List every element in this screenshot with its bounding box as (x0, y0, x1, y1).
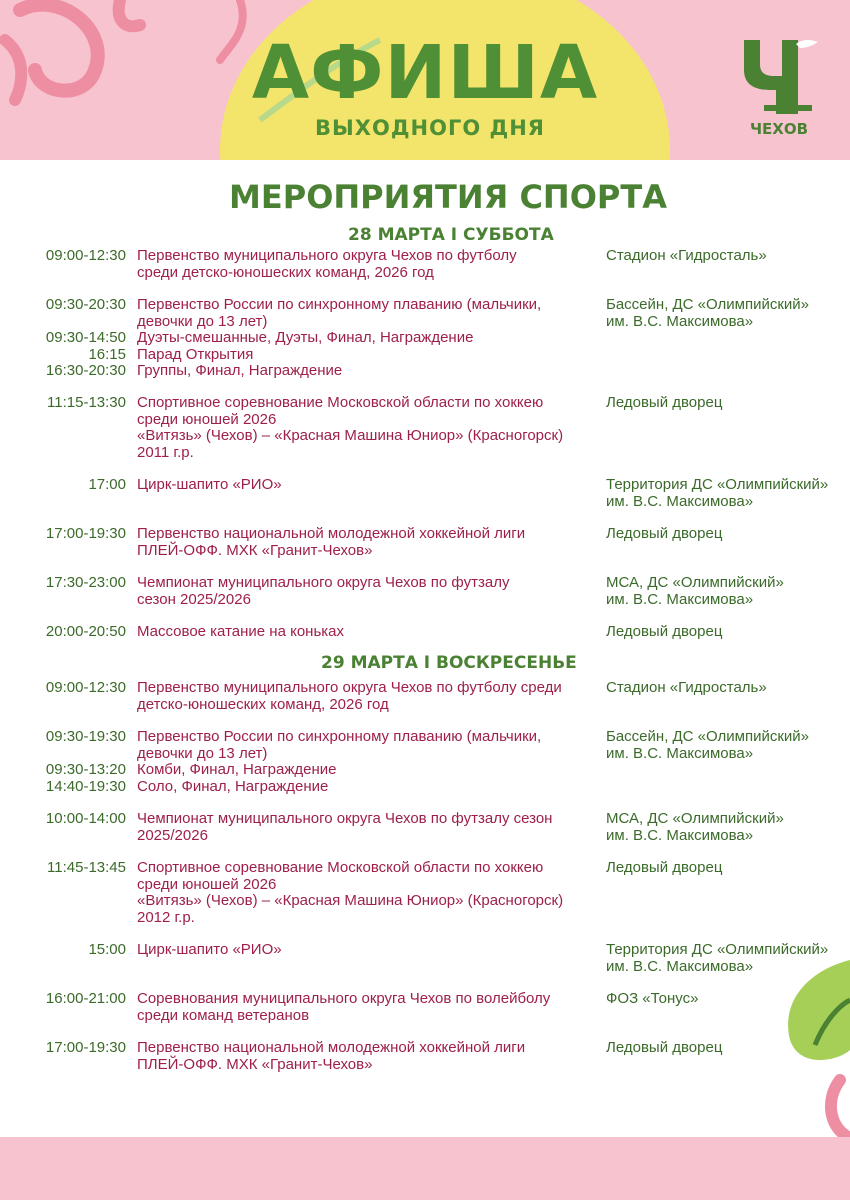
chekhov-logo (736, 36, 822, 140)
event-venue: Ледовый дворец (606, 394, 723, 411)
event-name: Цирк-шапито «РИО» (137, 476, 282, 493)
flower-petal-shape (831, 1080, 845, 1135)
event-time: 17:00-19:30 (45, 1039, 126, 1056)
event-time: 09:00-12:30 (45, 679, 126, 696)
event-name: Чемпионат муниципального округа Чехов по футзалу сезон 2025/2026 (137, 810, 553, 844)
event-venue: Территория ДС «Олимпийский» им. В.С. Максимова» (606, 476, 829, 510)
event-time: 17:00-19:30 (45, 525, 126, 542)
event-name: Спортивное соревнование Московской области по хоккею среди юношей 2026 «Витязь» (Чехов) – «Красная Машина Юниор» (Красногорск) 2012 г.р. (137, 859, 564, 926)
event-time: 10:00-14:00 (45, 810, 126, 827)
event-time: 15:00 (88, 941, 126, 958)
event-name: Первенство муниципального округа Чехов по футболу среди детско-юношеских команд, 2026 год (137, 679, 562, 713)
event-venue: Бассейн, ДС «Олимпийский» им. В.С. Максимова» (606, 296, 810, 330)
green-leaf-shape (788, 960, 850, 1060)
footer-band (0, 1137, 850, 1200)
event-time: 11:15-13:30 (47, 394, 126, 411)
poster-title: АФИША (251, 30, 599, 116)
event-venue: МСА, ДС «Олимпийский» им. В.С. Максимова» (606, 574, 784, 608)
event-name: Массовое катание на коньках (137, 623, 344, 640)
event-time: 09:30-19:30 09:30-13:20 14:40-19:30 (45, 728, 126, 795)
day-title-sunday: 29 МАРТА I ВОСКРЕСЕНЬЕ (321, 653, 577, 673)
day-title-saturday: 28 МАРТА I СУББОТА (348, 225, 554, 245)
event-venue: Стадион «Гидросталь» (606, 679, 767, 696)
event-name: Спортивное соревнование Московской области по хоккею среди юношей 2026 «Витязь» (Чехов) – «Красная Машина Юниор» (Красногорск) 2011 г.р. (137, 394, 564, 461)
event-venue: Ледовый дворец (606, 525, 723, 542)
event-name: Первенство России по синхронному плаванию (мальчики, девочки до 13 лет) Комби, Финал, Награждение Соло, Финал, Награждение (137, 728, 542, 795)
flower-petal-shape (119, 0, 140, 26)
event-venue: Бассейн, ДС «Олимпийский» им. В.С. Максимова» (606, 728, 810, 762)
event-venue: Ледовый дворец (606, 1039, 723, 1056)
event-name: Первенство муниципального округа Чехов по футболу среди детско-юношеских команд, 2026 год (137, 247, 517, 281)
event-time: 20:00-20:50 (45, 623, 126, 640)
event-time: 09:00-12:30 (45, 247, 126, 264)
corner-decoration (770, 950, 850, 1150)
event-venue: ФОЗ «Тонус» (606, 990, 699, 1007)
event-venue: Ледовый дворец (606, 859, 723, 876)
event-venue: Стадион «Гидросталь» (606, 247, 767, 264)
chekhov-logo-icon (736, 36, 822, 118)
event-venue: Территория ДС «Олимпийский» им. В.С. Максимова» (606, 941, 829, 975)
event-time: 16:00-21:00 (45, 990, 126, 1007)
event-time: 17:30-23:00 (45, 574, 126, 591)
event-name: Первенство национальной молодежной хоккейной лиги ПЛЕЙ-ОФФ. МХК «Гранит-Чехов» (137, 525, 526, 559)
event-name: Первенство России по синхронному плаванию (мальчики, девочки до 13 лет) Дуэты-смешанные, Дуэты, Финал, Награждение Парад Открытия Группы, Финал, Награждение (137, 296, 542, 379)
event-name: Чемпионат муниципального округа Чехов по футзалу сезон 2025/2026 (137, 574, 510, 608)
section-title: МЕРОПРИЯТИЯ СПОРТА (229, 178, 667, 216)
poster-subtitle: ВЫХОДНОГО ДНЯ (315, 116, 545, 140)
event-time: 09:30-20:30 09:30-14:50 16:15 16:30-20:30 (45, 296, 126, 379)
event-time: 17:00 (88, 476, 126, 493)
event-time: 11:45-13:45 (47, 859, 126, 876)
event-name: Цирк-шапито «РИО» (137, 941, 282, 958)
event-venue: Ледовый дворец (606, 623, 723, 640)
event-venue: МСА, ДС «Олимпийский» им. В.С. Максимова» (606, 810, 784, 844)
event-name: Первенство национальной молодежной хоккейной лиги ПЛЕЙ-ОФФ. МХК «Гранит-Чехов» (137, 1039, 526, 1073)
logo-text: ЧЕХОВ (749, 120, 809, 138)
header-banner (0, 0, 850, 160)
event-name: Соревнования муниципального округа Чехов по волейболу среди команд ветеранов (137, 990, 551, 1024)
